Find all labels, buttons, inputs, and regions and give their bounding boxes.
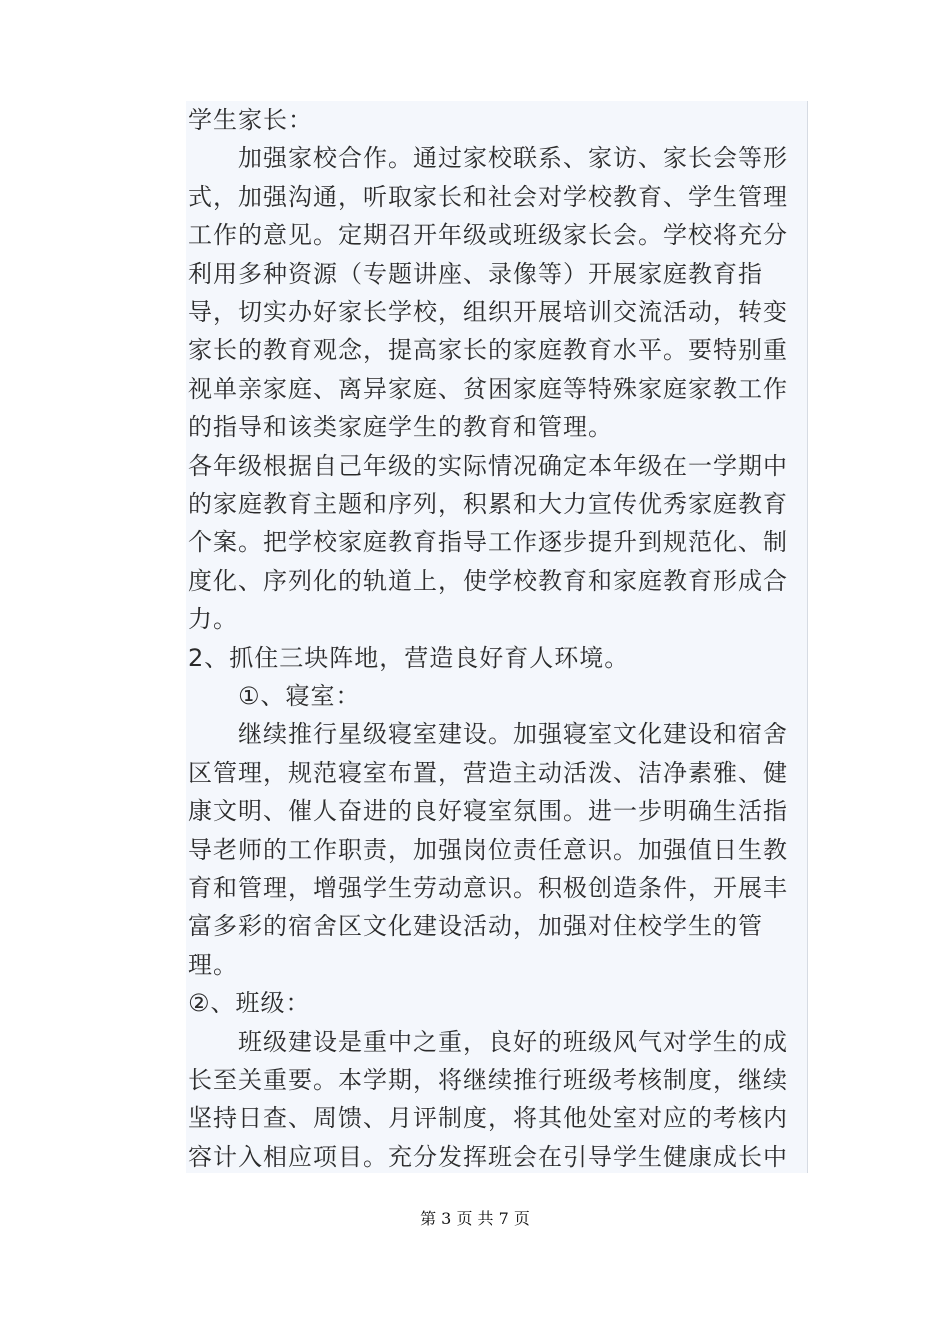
document-body [186,101,808,1173]
text-line: 导，切实办好家长学校，组织开展培训交流活动，转变 [188,298,788,326]
text-line: ①、寝室： [188,682,361,710]
text-line: 视单亲家庭、离异家庭、贫困家庭等特殊家庭家教工作 [188,374,788,403]
text-line: 各年级根据自己年级的实际情况确定本年级在一学期中 [188,451,788,480]
text-line: 加强家校合作。通过家校联系、家访、家长会等形 [188,144,788,173]
text-line: 富多彩的宿舍区文化建设活动，加强对住校学生的管 [188,912,763,941]
page-number-footer: 第 3 页 共 7 页 [420,1209,530,1228]
text-line: 利用多种资源（专题讲座、录像等）开展家庭教育指 [188,259,763,288]
text-line: 区管理，规范寝室布置，营造主动活泼、洁净素雅、健 [188,758,788,787]
text-line: 家长的教育观念，提高家长的家庭教育水平。要特别重 [188,336,788,365]
text-line: 班级建设是重中之重，良好的班级风气对学生的成 [188,1027,788,1056]
text-line: 坚持日查、周馈、月评制度，将其他处室对应的考核内 [188,1104,788,1133]
text-line: 康文明、催人奋进的良好寝室氛围。进一步明确生活指 [188,797,788,826]
text-line: 2、抓住三块阵地，营造良好育人环境。 [188,643,630,672]
text-line: 的家庭教育主题和序列，积累和大力宣传优秀家庭教育 [188,490,788,518]
text-line: 的指导和该类家庭学生的教育和管理。 [188,413,613,442]
text-line: 个案。把学校家庭教育指导工作逐步提升到规范化、制 [188,528,788,557]
text-line: 育和管理，增强学生劳动意识。积极创造条件，开展丰 [188,874,788,902]
text-line: 工作的意见。定期召开年级或班级家长会。学校将充分 [188,221,788,250]
text-line: 继续推行星级寝室建设。加强寝室文化建设和宿舍 [188,720,788,749]
text-line: 容计入相应项目。充分发挥班会在引导学生健康成长中 [188,1142,788,1171]
text-line: ②、班级： [188,989,311,1018]
text-line: 力。 [188,605,238,634]
text-line: 长至关重要。本学期，将继续推行班级考核制度，继续 [188,1066,788,1094]
text-line: 度化、序列化的轨道上，使学校教育和家庭教育形成合 [188,566,788,595]
text-line: 导老师的工作职责，加强岗位责任意识。加强值日生教 [188,835,788,864]
text-line: 学生家长： [188,106,313,134]
text-line: 式，加强沟通，听取家长和社会对学校教育、学生管理 [188,182,788,211]
text-line: 理。 [188,950,238,979]
